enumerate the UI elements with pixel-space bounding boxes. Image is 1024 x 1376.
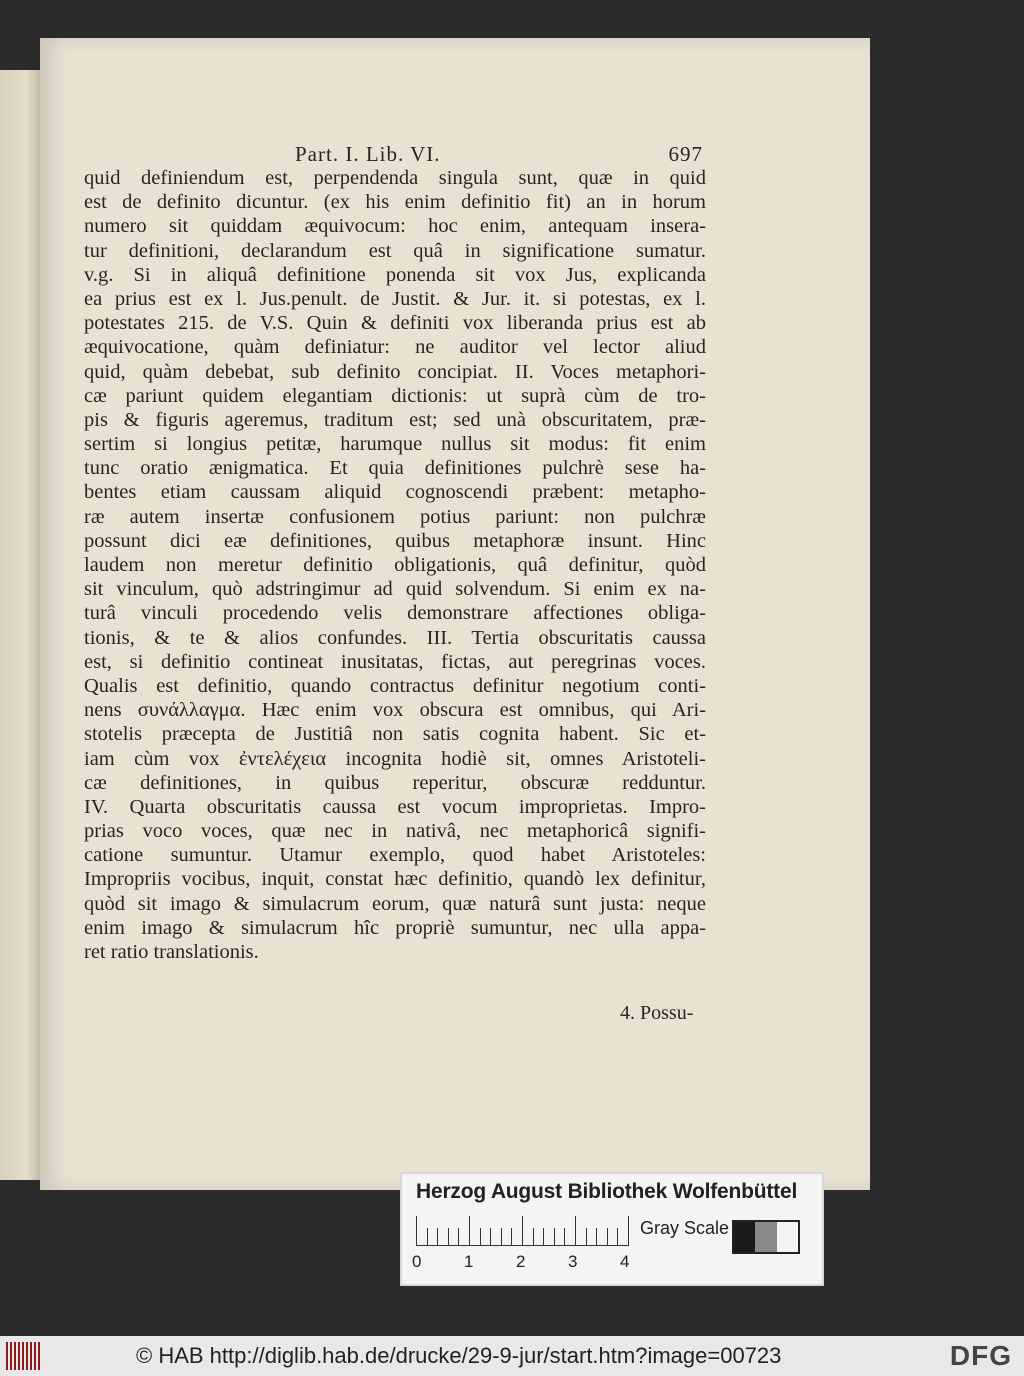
ruler-tick <box>522 1216 523 1246</box>
ruler-tick <box>511 1228 512 1246</box>
ruler-number: 1 <box>464 1252 474 1271</box>
text-line: potestates 215. de V.S. Quin & definiti vox liberanda prius est ab <box>84 312 706 335</box>
text-line: ea prius est ex l. Jus.penult. de Justit. & Jur. it. si potestas, ex l. <box>84 287 706 310</box>
header-title: Part. I. Lib. VI. <box>295 142 441 166</box>
ruler-tick <box>617 1228 618 1246</box>
gray-scale-swatch <box>732 1220 800 1254</box>
text-line: est de definito dicuntur. (ex his enim definitio fit) an in horum <box>84 191 706 214</box>
ruler-tick <box>427 1228 428 1246</box>
catchword: 4. Possu- <box>620 1002 694 1024</box>
text-line: Qualis est definitio, quando contractus definitur negotium conti- <box>84 674 706 697</box>
text-line: turâ vinculi procedendo velis demonstrare affectiones obliga- <box>84 602 706 625</box>
page-number: 697 <box>668 142 703 166</box>
text-line: IV. Quarta obscuritatis caussa est vocum improprietas. Impro- <box>84 795 706 818</box>
text-line: v.g. Si in aliquâ definitione ponenda sit vox Jus, explicanda <box>84 263 706 286</box>
text-line: quid definiendum est, perpendenda singula sunt, quæ in quid <box>84 167 706 189</box>
ruler-tick <box>490 1228 491 1246</box>
text-line: sertim si longius petitæ, harumque nullus sit modus: fit enim <box>84 433 706 456</box>
text-line: ræ autem insertæ confusionem potius pariunt: non pulchræ <box>84 505 706 528</box>
left-page-edge <box>0 70 44 1180</box>
copyright-url[interactable]: © HAB http://diglib.hab.de/drucke/29-9-jur/start.htm?image=00723 <box>136 1343 782 1368</box>
body-text <box>84 166 706 964</box>
ruler-number: 0 <box>412 1252 422 1271</box>
viewer-footer <box>0 1336 1024 1376</box>
ruler-tick <box>554 1228 555 1246</box>
ruler-number: 2 <box>516 1252 526 1271</box>
text-line: possunt dici eæ definitiones, quibus metaphoræ insunt. Hinc <box>84 529 706 552</box>
text-line: cæ pariunt quidem elegantiam dictionis: ut suprà cùm de tro- <box>84 384 706 407</box>
text-line: numero sit quiddam æquivocum: hoc enim, antequam insera- <box>84 215 706 238</box>
ruler <box>416 1214 636 1246</box>
color-scale-card <box>400 1172 824 1286</box>
ruler-tick <box>564 1228 565 1246</box>
text-line: catione sumuntur. Utamur exemplo, quod habet Aristoteles: <box>84 844 706 867</box>
text-line: æquivocatione, quàm definiatur: ne auditor vel lector aliud <box>84 336 706 359</box>
swatch-gray <box>755 1222 776 1252</box>
ruler-tick <box>607 1228 608 1246</box>
running-header <box>295 142 715 168</box>
text-line: pis & figuris ageremus, traditum est; sed unà obscuritatem, præ- <box>84 408 706 431</box>
ruler-tick <box>458 1228 459 1246</box>
text-line: quid, quàm debebat, sub definito concipiat. II. Voces metaphori- <box>84 360 706 383</box>
text-line: tunc oratio ænigmatica. Et quia definitiones pulchrè sese ha- <box>84 457 706 480</box>
ruler-tick <box>596 1228 597 1246</box>
text-line: sit vinculum, quò adstringimur ad quid solvendum. Si enim ex na- <box>84 578 706 601</box>
text-line: tur definitioni, declarandum est quâ in significatione sumatur. <box>84 239 706 262</box>
ruler-tick <box>586 1228 587 1246</box>
text-line: prias voco voces, quæ nec in nativâ, nec metaphoricâ signifi- <box>84 820 706 843</box>
swatch-black <box>734 1222 755 1252</box>
ruler-tick <box>628 1216 629 1246</box>
text-line: cæ definitiones, in quibus reperitur, obscuræ redduntur. <box>84 771 706 794</box>
library-name: Herzog August Bibliothek Wolfenbüttel <box>416 1180 798 1203</box>
ruler-tick <box>533 1228 534 1246</box>
ruler-numbers <box>412 1252 642 1272</box>
text-line: enim imago & simulacrum hîc propriè sumuntur, nec ulla appa- <box>84 916 706 939</box>
text-line: quòd sit imago & simulacrum eorum, quæ naturâ sunt justa: neque <box>84 892 706 915</box>
text-line: laudem non meretur definitio obligationis, quâ definitur, quòd <box>84 554 706 576</box>
ruler-tick <box>501 1228 502 1246</box>
ruler-number: 4 <box>620 1252 630 1271</box>
ruler-tick <box>437 1228 438 1246</box>
ruler-tick <box>469 1216 470 1246</box>
text-line: stotelis præcepta de Justitiâ non satis cognita habent. Sic et- <box>84 723 706 746</box>
hab-logo-icon <box>6 1342 40 1370</box>
dfg-logo: DFG <box>949 1340 1012 1371</box>
text-line: bentes etiam caussam aliquid cognoscendi præbent: metapho- <box>84 481 706 504</box>
ruler-tick <box>416 1216 417 1246</box>
ruler-tick <box>575 1216 576 1246</box>
ruler-tick <box>480 1228 481 1246</box>
gray-scale-label: Gray Scale <box>640 1218 730 1238</box>
swatch-white <box>777 1222 798 1252</box>
text-line: iam cùm vox ἐντελέχεια incognita hodiè sit, omnes Aristoteli- <box>84 747 706 770</box>
text-line: Impropriis vocibus, inquit, constat hæc definitio, quandò lex definitur, <box>84 868 706 891</box>
text-line: tionis, & te & alios confundes. III. Tertia obscuritatis caussa <box>84 626 706 649</box>
text-line: nens συνάλλαγμα. Hæc enim vox obscura est omnibus, qui Ari- <box>84 699 706 722</box>
text-line: est, si definitio contineat inusitatas, fictas, aut peregrinas voces. <box>84 650 706 673</box>
ruler-number: 3 <box>568 1252 578 1271</box>
ruler-tick <box>448 1228 449 1246</box>
text-line: ret ratio translationis. <box>84 941 259 963</box>
ruler-tick <box>543 1228 544 1246</box>
